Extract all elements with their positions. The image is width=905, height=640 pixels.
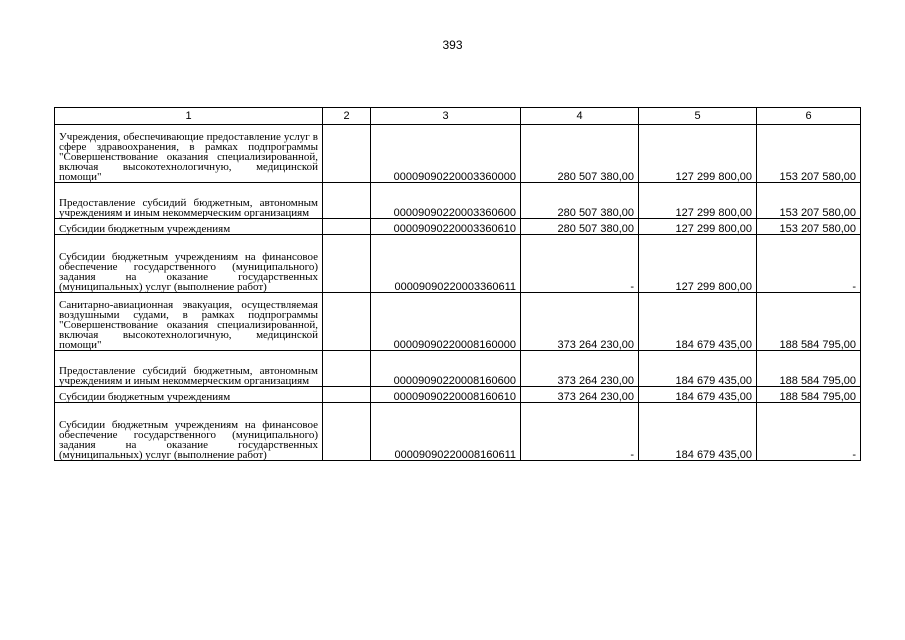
column-header-5: 5 (639, 108, 757, 125)
row-code: 00009090220003360610 (371, 219, 521, 235)
row-value-6: 153 207 580,00 (757, 183, 861, 219)
row-description: Субсидии бюджетным учреждениям (55, 219, 323, 235)
row-col2 (323, 293, 371, 351)
row-description: Учреждения, обеспечивающие предоставление услуг в сфере здравоохранения, в рамках подпрограммы "Совершенствование оказания специализированной, включая высокотехнологичную, медицинской помощи" (55, 125, 323, 183)
row-value-6: 153 207 580,00 (757, 125, 861, 183)
table-header-row (55, 108, 861, 125)
row-value-6: 188 584 795,00 (757, 351, 861, 387)
row-code: 00009090220008160611 (371, 403, 521, 461)
row-description: Субсидии бюджетным учреждениям (55, 387, 323, 403)
row-col2 (323, 219, 371, 235)
table-row (55, 403, 861, 461)
budget-table (54, 107, 861, 461)
column-header-3: 3 (371, 108, 521, 125)
row-value-6: 188 584 795,00 (757, 293, 861, 351)
row-value-4: - (521, 235, 639, 293)
row-value-5: 184 679 435,00 (639, 403, 757, 461)
row-value-4: 373 264 230,00 (521, 387, 639, 403)
row-value-5: 127 299 800,00 (639, 235, 757, 293)
row-col2 (323, 183, 371, 219)
table-row (55, 219, 861, 235)
row-value-4: 373 264 230,00 (521, 293, 639, 351)
row-description: Предоставление субсидий бюджетным, автономным учреждениям и иным некоммерческим организациям (55, 183, 323, 219)
row-code: 00009090220008160610 (371, 387, 521, 403)
row-value-4: 373 264 230,00 (521, 351, 639, 387)
row-value-4: 280 507 380,00 (521, 125, 639, 183)
row-description: Предоставление субсидий бюджетным, автономным учреждениям и иным некоммерческим организациям (55, 351, 323, 387)
row-code: 00009090220003360611 (371, 235, 521, 293)
table-row (55, 183, 861, 219)
table-row (55, 235, 861, 293)
row-value-6: - (757, 403, 861, 461)
row-value-6: - (757, 235, 861, 293)
row-value-5: 127 299 800,00 (639, 125, 757, 183)
row-description: Санитарно-авиационная эвакуация, осуществляемая воздушными судами, в рамках подпрограммы "Совершенствование оказания специализированной, включая высокотехнологичную, медицинской помощи" (55, 293, 323, 351)
column-header-4: 4 (521, 108, 639, 125)
row-code: 00009090220003360000 (371, 125, 521, 183)
row-value-5: 127 299 800,00 (639, 183, 757, 219)
row-value-4: 280 507 380,00 (521, 219, 639, 235)
column-header-2: 2 (323, 108, 371, 125)
column-header-1: 1 (55, 108, 323, 125)
row-value-6: 153 207 580,00 (757, 219, 861, 235)
row-value-4: - (521, 403, 639, 461)
page-number: 393 (442, 38, 463, 52)
column-header-6: 6 (757, 108, 861, 125)
row-description: Субсидии бюджетным учреждениям на финансовое обеспечение государственного (муниципального) задания на оказание государственных (муниципальных) услуг (выполнение работ) (55, 235, 323, 293)
table-row (55, 293, 861, 351)
row-col2 (323, 125, 371, 183)
row-code: 00009090220008160000 (371, 293, 521, 351)
row-description: Субсидии бюджетным учреждениям на финансовое обеспечение государственного (муниципального) задания на оказание государственных (муниципальных) услуг (выполнение работ) (55, 403, 323, 461)
row-code: 00009090220008160600 (371, 351, 521, 387)
table-row (55, 387, 861, 403)
row-value-5: 184 679 435,00 (639, 351, 757, 387)
row-code: 00009090220003360600 (371, 183, 521, 219)
row-value-4: 280 507 380,00 (521, 183, 639, 219)
row-col2 (323, 351, 371, 387)
row-value-5: 184 679 435,00 (639, 387, 757, 403)
row-value-5: 184 679 435,00 (639, 293, 757, 351)
row-value-6: 188 584 795,00 (757, 387, 861, 403)
row-col2 (323, 403, 371, 461)
table-row (55, 125, 861, 183)
row-value-5: 127 299 800,00 (639, 219, 757, 235)
row-col2 (323, 235, 371, 293)
row-col2 (323, 387, 371, 403)
table-row (55, 351, 861, 387)
